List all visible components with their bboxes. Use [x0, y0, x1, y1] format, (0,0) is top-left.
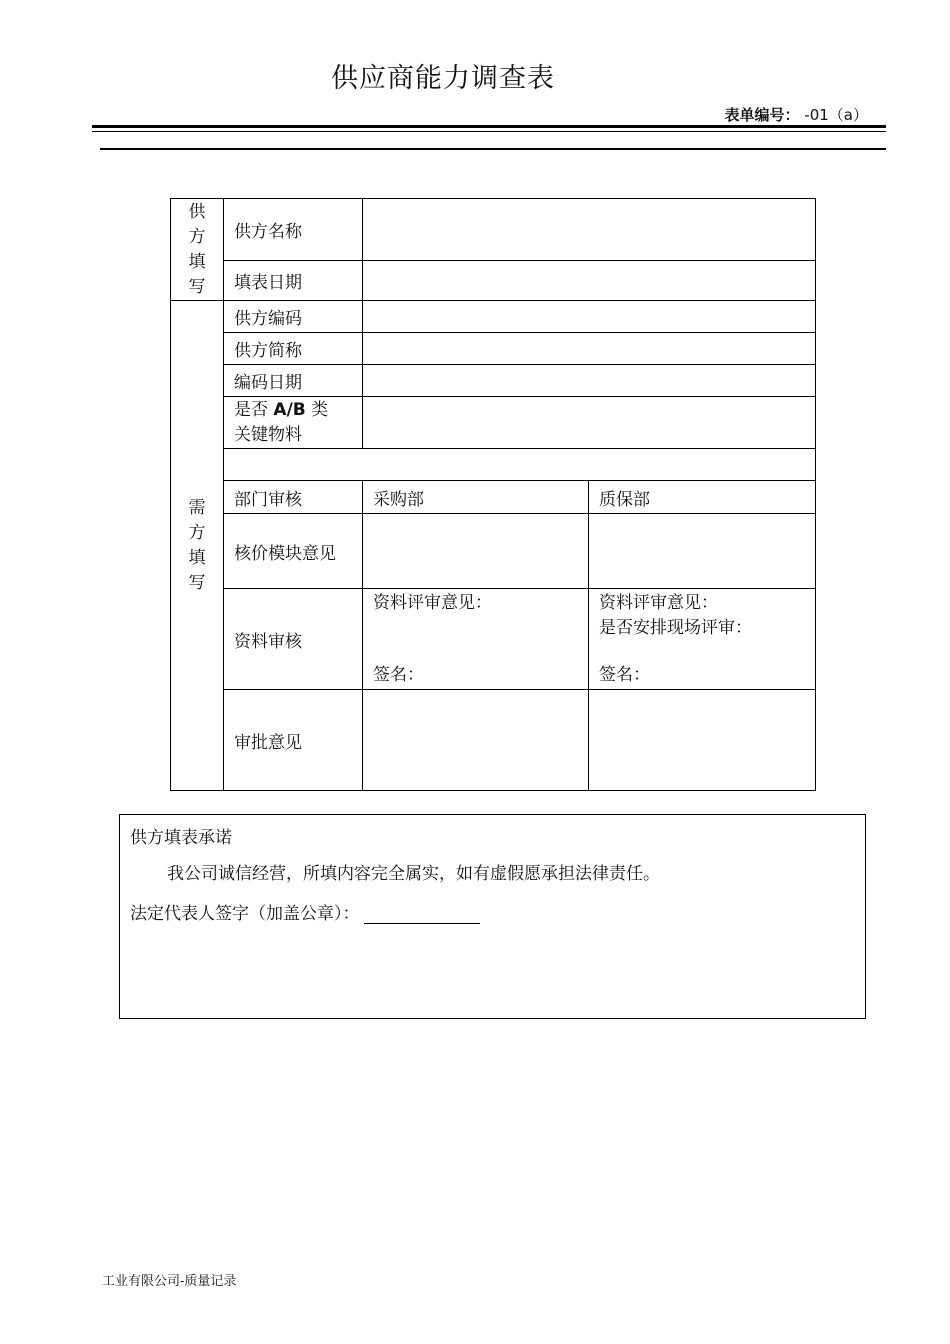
label-key-material — [224, 397, 363, 449]
footer-text: 工业有限公司-质量记录 — [102, 1274, 237, 1289]
key-material-field[interactable] — [363, 397, 816, 449]
commitment-text: 我公司诚信经营，所填内容完全属实，如有虚假愿承担法律责任。 — [167, 864, 660, 884]
label-supplier-code: 供方编码 — [224, 301, 363, 333]
table-row — [171, 261, 816, 301]
table-row — [171, 301, 816, 333]
approval-purchasing-field[interactable] — [363, 690, 589, 791]
form-number-label: 表单编号： — [724, 106, 800, 124]
onsite-review-label: 是否安排现场评审： — [599, 617, 752, 638]
table-row — [171, 481, 816, 514]
doc-review-opinion-label: 资料评审意见： — [373, 592, 492, 613]
legal-rep-signature — [130, 899, 480, 924]
label-dept-review: 部门审核 — [224, 481, 363, 514]
doc-review-quality-field[interactable] — [589, 589, 816, 690]
code-date-field[interactable] — [363, 365, 816, 397]
table-row — [171, 589, 816, 690]
doc-review-opinion-label: 资料评审意见： — [599, 592, 718, 613]
spacer — [373, 616, 578, 641]
table-row — [171, 449, 816, 481]
signature-line[interactable] — [364, 905, 480, 924]
table-row — [171, 690, 816, 791]
commitment-heading: 供方填表承诺 — [130, 828, 232, 848]
fill-date-field[interactable] — [363, 261, 816, 301]
supplier-commitment-box — [119, 814, 866, 1019]
table-row — [171, 514, 816, 589]
supplier-name-field[interactable] — [363, 199, 816, 261]
label-approval: 审批意见 — [224, 690, 363, 791]
form-number — [725, 104, 869, 125]
signature-label: 签名： — [373, 664, 424, 685]
signature-label: 签名： — [599, 664, 650, 685]
supplier-section-label: 供 方 填 写 — [171, 199, 224, 301]
price-opinion-purchasing-field[interactable] — [363, 514, 589, 589]
signature-label: 法定代表人签字（加盖公章）： — [130, 904, 360, 924]
key-material-class: A/B — [273, 399, 306, 420]
table-row — [171, 397, 816, 449]
page-title: 供应商能力调查表 — [331, 63, 555, 94]
label-price-opinion: 核价模块意见 — [224, 514, 363, 589]
supplier-code-field[interactable] — [363, 301, 816, 333]
table-row — [171, 333, 816, 365]
blank-row — [224, 449, 816, 481]
header-rule-thick — [92, 125, 886, 128]
header-rule-bottom — [100, 148, 886, 150]
header-rule-thin — [92, 131, 886, 132]
approval-quality-field[interactable] — [589, 690, 816, 791]
key-material-prefix: 是否 — [234, 399, 274, 420]
table-row — [171, 365, 816, 397]
header-quality-dept: 质保部 — [589, 481, 816, 514]
header-purchasing-dept: 采购部 — [363, 481, 589, 514]
label-supplier-name: 供方名称 — [224, 199, 363, 261]
table-row — [171, 199, 816, 261]
key-material-suffix: 类 关键物料 — [234, 399, 329, 445]
label-doc-review: 资料审核 — [224, 589, 363, 690]
label-fill-date: 填表日期 — [224, 261, 363, 301]
label-supplier-short-name: 供方简称 — [224, 333, 363, 365]
supplier-short-name-field[interactable] — [363, 333, 816, 365]
buyer-section-label: 需 方 填 写 — [171, 301, 224, 791]
price-opinion-quality-field[interactable] — [589, 514, 816, 589]
label-code-date: 编码日期 — [224, 365, 363, 397]
form-number-value: -01（a） — [804, 106, 868, 124]
doc-review-purchasing-field[interactable] — [363, 589, 589, 690]
survey-table — [170, 198, 816, 791]
